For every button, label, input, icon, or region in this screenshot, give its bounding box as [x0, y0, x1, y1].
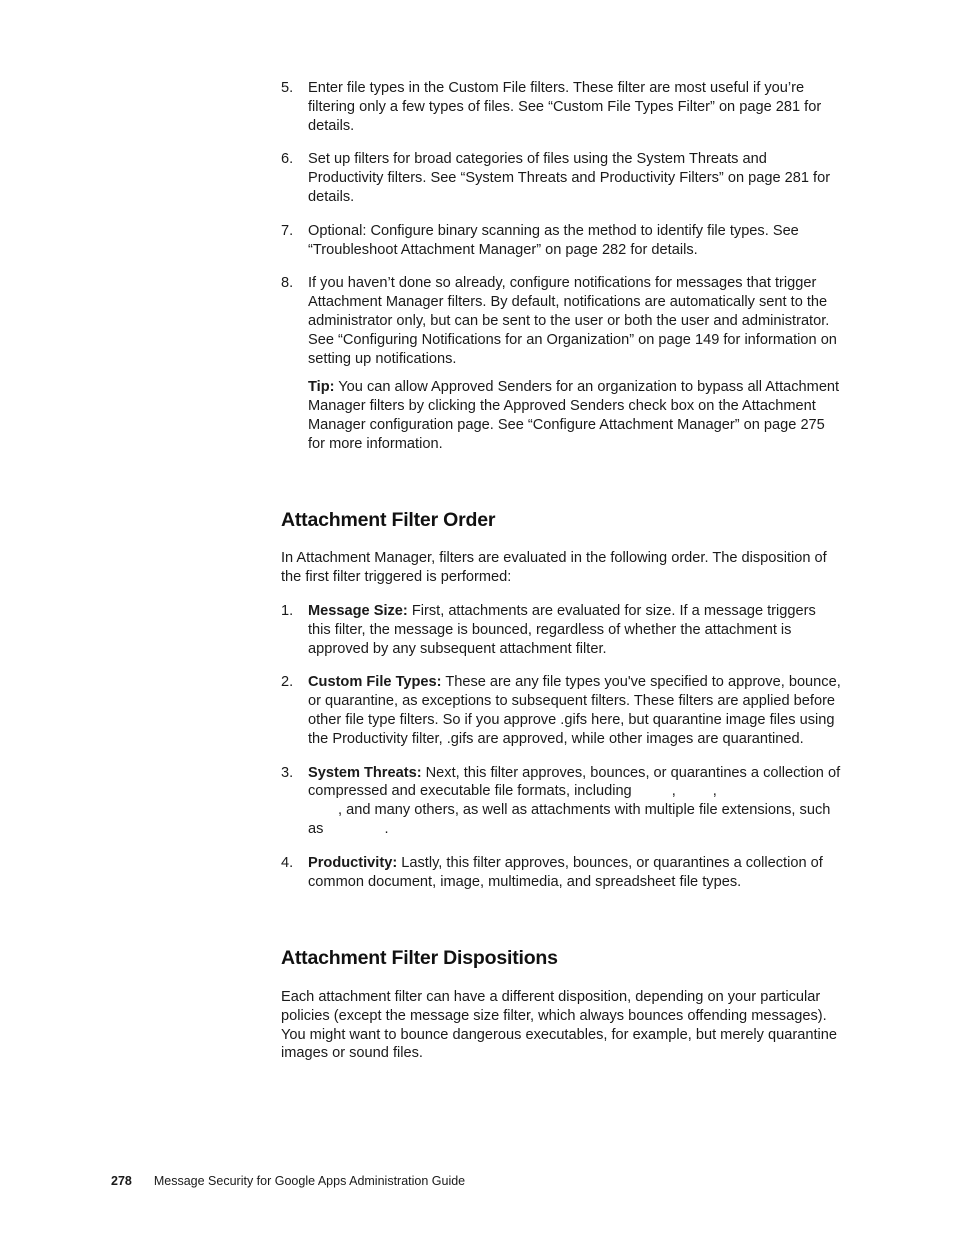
- item-label: System Threats:: [308, 764, 422, 781]
- list-item: [281, 150, 841, 206]
- list-number: 5.: [281, 80, 294, 96]
- tip-text: You can allow Approved Senders for an organization to bypass all Attachment Manager filters by clicking the Approved Senders check box on the Attachment Manager configuration page. See “Configure Attachment Manager” on page 275 for more information.: [308, 379, 840, 452]
- tip-note: [308, 378, 841, 453]
- section-paragraph: Each attachment filter can have a different disposition, depending on your particular policies (except the message size filter, which always bounces offending messages). You might want to bounce dangerous executables, for example, but merely quarantine images or sound files.: [281, 989, 837, 1062]
- page-content: [281, 79, 841, 1078]
- page-number: 278: [111, 1174, 132, 1188]
- item-body: These are any file types you've specified to approve, bounce, or quarantine, as exceptions to subsequent filters. These filters are applied before other file type filters. So if you approve .gifs here, but quarantine image files using the Productivity filter, .gifs are approved, while other images are quarantined.: [308, 674, 841, 747]
- item-body: Next, this filter approves, bounces, or quarantines a collection of compressed and executable file formats, including: [308, 764, 841, 800]
- list-text: Optional: Configure binary scanning as the method to identify file types. See “Troubleshoot Attachment Manager” on page 282 for details.: [308, 222, 799, 258]
- item-body: Lastly, this filter approves, bounces, or quarantines a collection of common document, image, multimedia, and spreadsheet file types.: [308, 854, 823, 890]
- list-number: 1.: [281, 602, 294, 619]
- item-label: Message Size:: [308, 602, 408, 619]
- footer-title: Message Security for Google Apps Administration Guide: [153, 1174, 466, 1188]
- list-text: [308, 673, 841, 748]
- list-number: 7.: [281, 222, 294, 239]
- item-label: Custom File Types:: [308, 674, 442, 691]
- list-item: [281, 602, 841, 658]
- item-punct: ,: [671, 783, 676, 800]
- list-text: Set up filters for broad categories of files using the System Threats and Productivity filters. See “System Threats and Productivity Filters” on page 281 for details.: [308, 151, 831, 205]
- list-item: [281, 274, 841, 368]
- tip-label: Tip:: [308, 379, 335, 396]
- list-number: 2.: [281, 674, 294, 691]
- list-text: [308, 854, 841, 892]
- item-body: , and many others, as well as attachments with multiple file extensions, such as: [308, 802, 831, 837]
- section-intro: In Attachment Manager, filters are evaluated in the following order. The disposition of the first filter triggered is performed:: [281, 550, 827, 586]
- section-heading-dispositions: Attachment Filter Dispositions: [281, 947, 558, 970]
- section-heading-order: Attachment Filter Order: [281, 508, 496, 531]
- list-text: [308, 764, 841, 839]
- list-number: 3.: [281, 764, 294, 781]
- list-item: [281, 854, 841, 892]
- list-text: If you haven’t done so already, configure notifications for messages that trigger Attachment Manager filters. By default, notifications are automatically sent to the administrator only, but can be sent to the user or both the user and administrator. See “Configuring Notifications for an Organization” on page 149 for information on setting up notifications.: [308, 275, 837, 367]
- list-item: [281, 673, 841, 748]
- list-number: 6.: [281, 151, 294, 168]
- list-item: [281, 79, 841, 135]
- list-item: [281, 764, 841, 839]
- item-label: Productivity:: [308, 854, 398, 871]
- list-text: Enter file types in the Custom File filters. These filter are most useful if you’re filtering only a few types of files. See “Custom File Types Filter” on page 281 for details.: [308, 80, 822, 134]
- list-text: [308, 602, 841, 658]
- list-number: 4.: [281, 854, 294, 871]
- list-item: [281, 222, 841, 260]
- item-punct: ,: [712, 783, 717, 800]
- page-footer: [111, 1174, 465, 1188]
- list-number: 8.: [281, 275, 294, 292]
- item-punct: .: [384, 820, 389, 837]
- item-body: First, attachments are evaluated for size. If a message triggers this filter, the message is bounced, regardless of whether the attachment is approved by any subsequent attachment filter.: [308, 602, 816, 657]
